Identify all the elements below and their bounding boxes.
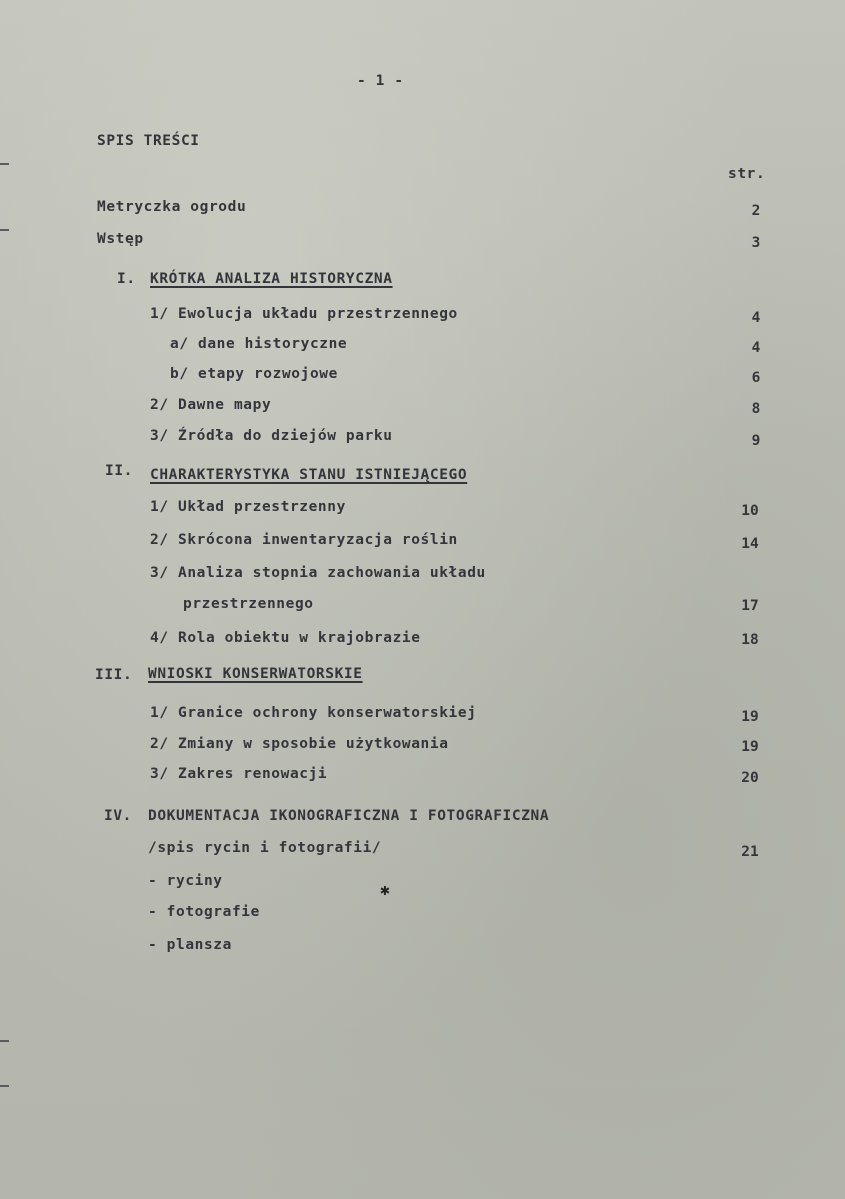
section-numeral: IV. [104,808,132,824]
page-number: - 1 - [357,73,404,89]
toc-entry-page: 6 [751,370,761,386]
toc-entry-text: - plansza [148,937,232,953]
toc-entry-text: - ryciny [148,873,223,889]
toc-entry-page: 8 [751,401,761,417]
section-title: CHARAKTERYSTYKA STANU ISTNIEJĄCEGO [150,467,468,483]
toc-entry-page: 9 [751,433,761,449]
edge-mark [0,229,9,231]
toc-entry-text: 2/ Zmiany w sposobie użytkowania [150,736,449,752]
edge-mark [0,1040,9,1042]
ink-speck: ✱ [380,880,390,899]
section-title: WNIOSKI KONSERWATORSKIE [148,666,363,682]
toc-entry-text: 3/ Źródła do dziejów parku [150,428,393,444]
section-title: KRÓTKA ANALIZA HISTORYCZNA [150,271,393,287]
toc-entry-text: Metryczka ogrodu [97,199,247,215]
toc-entry-page: 14 [741,536,759,552]
toc-entry-text: 4/ Rola obiektu w krajobrazie [150,630,421,646]
toc-entry-page: 2 [751,203,761,219]
toc-entry-text: 2/ Skrócona inwentaryzacja roślin [150,532,458,548]
toc-entry-text: 2/ Dawne mapy [150,397,272,413]
toc-entry-page: 21 [741,844,759,860]
toc-entry-text: 1/ Ewolucja układu przestrzennego [150,306,458,322]
toc-entry-page: 10 [741,503,759,519]
toc-entry-text: b/ etapy rozwojowe [170,366,338,382]
toc-entry-page: 19 [741,709,759,725]
toc-entry-text: a/ dane historyczne [170,336,348,352]
toc-entry-page: 18 [741,632,759,648]
toc-entry-page: 17 [741,598,759,614]
toc-entry-text: przestrzennego [183,596,314,612]
toc-entry-page: 4 [751,340,761,356]
toc-entry-text: 1/ Granice ochrony konserwatorskiej [150,705,477,721]
toc-entry-page: 3 [751,235,761,251]
section-numeral: III. [95,667,133,683]
toc-entry-page: 4 [751,310,761,326]
toc-entry-text: 3/ Analiza stopnia zachowania układu [150,565,486,581]
toc-entry-text: /spis rycin i fotografii/ [148,840,382,856]
toc-entry-page: 19 [741,739,759,755]
toc-entry-page: 20 [741,770,759,786]
toc-heading: SPIS TREŚCI [97,133,200,149]
section-numeral: I. [117,271,136,287]
toc-entry-text: 3/ Zakres renowacji [150,766,328,782]
toc-entry-text: 1/ Układ przestrzenny [150,499,346,515]
section-numeral: II. [105,463,133,479]
page-column-label: str. [728,166,766,182]
toc-entry-text: - fotografie [148,904,260,920]
section-title: DOKUMENTACJA IKONOGRAFICZNA I FOTOGRAFICZNA [148,808,550,824]
edge-mark [0,1085,9,1087]
edge-mark [0,163,9,165]
toc-entry-text: Wstęp [97,231,144,247]
